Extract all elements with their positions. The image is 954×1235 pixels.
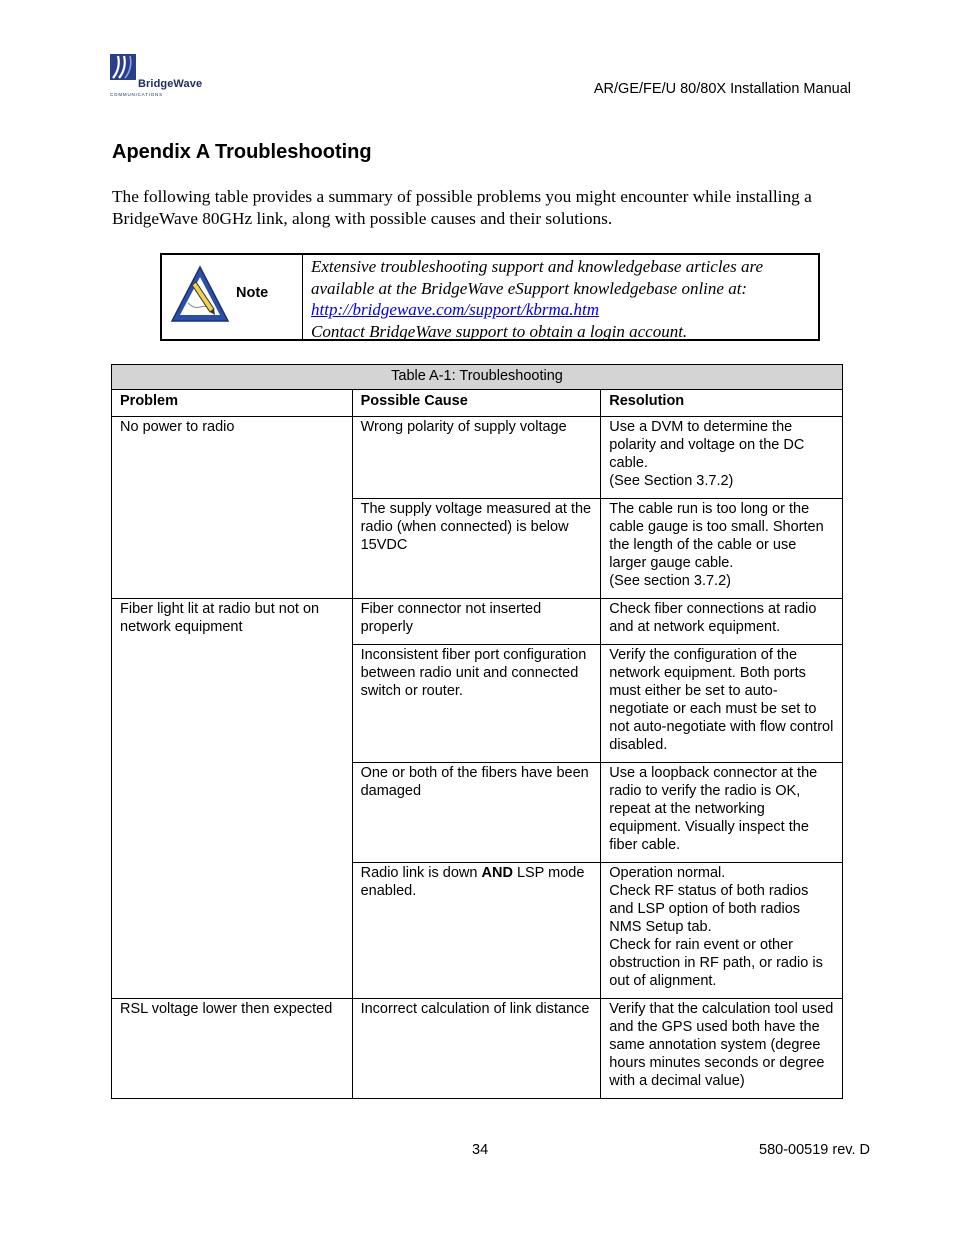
note-line-1: Extensive troubleshooting support and knowledgebase articles are available at the BridgeWave eSupport knowledgebase online at:: [311, 257, 764, 298]
note-text: [303, 255, 818, 342]
cell-resolution: Use a DVM to determine the polarity and voltage on the DC cable. (See Section 3.7.2): [601, 417, 843, 499]
note-label: Note: [236, 285, 269, 301]
note-line-2: Contact BridgeWave support to obtain a login account.: [311, 322, 688, 342]
cell-problem: Fiber light lit at radio but not on network equipment: [112, 599, 353, 999]
doc-number: 580-00519 rev. D: [759, 1142, 870, 1158]
troubleshooting-table: [111, 364, 843, 1099]
table-header-row: [112, 390, 843, 417]
section-title: Apendix A Troubleshooting: [112, 141, 372, 163]
cell-cause: [352, 863, 601, 999]
cause-emphasis: AND: [481, 865, 513, 881]
manual-title: AR/GE/FE/U 80/80X Installation Manual: [593, 81, 851, 97]
logo-subtext: COMMUNICATIONS: [110, 92, 163, 97]
header-problem: Problem: [112, 390, 353, 417]
cell-resolution: Verify that the calculation tool used and the GPS used both have the same annotation system (degree hours minutes seconds or degree with a decimal value): [601, 999, 843, 1099]
cell-resolution: Check fiber connections at radio and at network equipment.: [601, 599, 843, 645]
bridgewave-logo: [110, 54, 210, 100]
cause-text: Radio link is down: [360, 865, 482, 881]
logo-wordmark: BridgeWave: [138, 78, 203, 90]
page-number: 34: [472, 1142, 489, 1158]
esupport-link[interactable]: http://bridgewave.com/support/kbrma.htm: [311, 300, 600, 320]
cause-text: LSP mode enabled.: [360, 865, 585, 899]
table-caption: Table A-1: Troubleshooting: [112, 365, 843, 390]
cell-problem: No power to radio: [112, 417, 353, 599]
note-icon-cell: [162, 255, 303, 339]
bridgewave-logo-icon: [110, 54, 138, 84]
table-row: [112, 417, 843, 499]
table-row: [112, 599, 843, 645]
cell-problem: RSL voltage lower then expected: [112, 999, 353, 1099]
cell-cause: Wrong polarity of supply voltage: [352, 417, 601, 499]
note-box: [160, 253, 820, 341]
header-possible-cause: Possible Cause: [352, 390, 601, 417]
cell-resolution: The cable run is too long or the cable gauge is too small. Shorten the length of the cable or use larger gauge cable. (See section 3.7.2): [601, 499, 843, 599]
cell-cause: Inconsistent fiber port configuration between radio unit and connected switch or router.: [352, 645, 601, 763]
cell-cause: The supply voltage measured at the radio (when connected) is below 15VDC: [352, 499, 601, 599]
intro-paragraph: The following table provides a summary of possible problems you might encounter while installing a BridgeWave 80GHz link, along with possible causes and their solutions.: [112, 187, 812, 228]
cell-cause: Fiber connector not inserted properly: [352, 599, 601, 645]
header-resolution: Resolution: [601, 390, 843, 417]
cell-resolution: Use a loopback connector at the radio to verify the radio is OK, repeat at the networking equipment. Visually inspect the fiber cable.: [601, 763, 843, 863]
cell-resolution: Verify the configuration of the network equipment. Both ports must either be set to auto-negotiate or each must be set to not auto-negotiate with flow control disabled.: [601, 645, 843, 763]
cell-resolution: Operation normal. Check RF status of both radios and LSP option of both radios NMS Setup tab. Check for rain event or other obstruction in RF path, or radio is out of alignment.: [601, 863, 843, 999]
cell-cause: One or both of the fibers have been damaged: [352, 763, 601, 863]
cell-cause: Incorrect calculation of link distance: [352, 999, 601, 1099]
table-row: [112, 999, 843, 1099]
pencil-warning-icon: [170, 265, 242, 325]
table-caption-row: [112, 365, 843, 390]
